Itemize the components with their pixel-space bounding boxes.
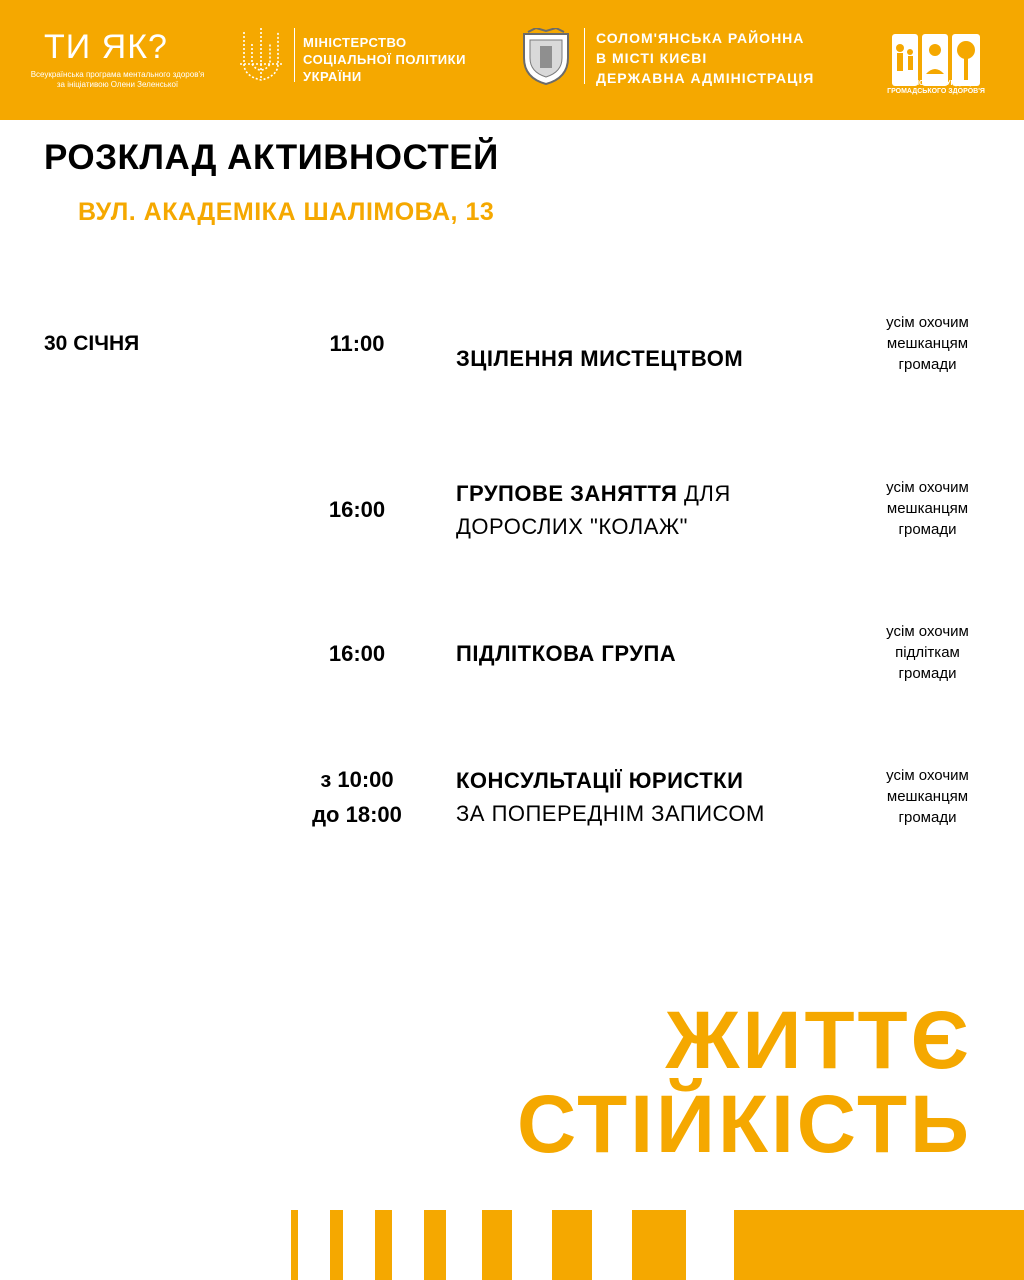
audience-line: мешканцям [886, 335, 969, 352]
activity-time [272, 762, 442, 832]
district-crest-icon [518, 28, 574, 86]
ministry-name [303, 34, 466, 85]
activity-audience [855, 621, 1000, 684]
activity-line2: ДОРОСЛИХ "КОЛАЖ" [456, 514, 688, 539]
time-line: 16:00 [328, 641, 386, 666]
audience-line: усім охочим [886, 767, 969, 784]
decorative-bar [552, 1210, 592, 1280]
foundation-line1: УКРАЇНСЬКА ФУНДАЦІЯ [894, 80, 978, 87]
time-line: до 18:00 [312, 802, 402, 827]
decorative-bar [375, 1210, 392, 1280]
activity-title [456, 342, 846, 375]
district-line1: СОЛОМ'ЯНСЬКА РАЙОННА [596, 30, 805, 46]
audience-line: усім охочим [886, 314, 969, 331]
time-line: з 10:00 [320, 767, 394, 792]
decorative-bar [330, 1210, 343, 1280]
header-banner [0, 0, 1024, 120]
time-line: 16:00 [328, 497, 386, 522]
tiyak-tagline-line2: за ініціативою Олени Зеленської [56, 80, 179, 89]
activity-time [272, 492, 442, 527]
activity-time [272, 636, 442, 671]
activity-audience [855, 477, 1000, 540]
activity-line2: ЗА ПОПЕРЕДНІМ ЗАПИСОМ [456, 801, 765, 826]
slogan-line1: ЖИТТЄ [665, 995, 972, 1086]
decorative-bar [291, 1210, 298, 1280]
tiyak-logo [26, 22, 206, 92]
activity-audience [855, 765, 1000, 828]
activity-bold-text: ЗЦІЛЕННЯ МИСТЕЦТВОМ [456, 346, 744, 371]
audience-line: громади [898, 521, 957, 538]
audience-line: усім охочим [886, 623, 969, 640]
activity-line [456, 764, 846, 797]
trident-icon [236, 24, 286, 86]
activity-line [456, 342, 846, 375]
decorative-bar [424, 1210, 446, 1280]
ministry-line3: УКРАЇНИ [303, 69, 362, 84]
activity-line [456, 637, 846, 670]
ministry-line2: СОЦІАЛЬНОЇ ПОЛІТИКИ [303, 52, 466, 67]
audience-line: мешканцям [886, 500, 969, 517]
activity-bold-text: ПІДЛІТКОВА ГРУПА [456, 641, 677, 666]
venue-address: ВУЛ. АКАДЕМІКА ШАЛІМОВА, 13 [78, 198, 495, 226]
tiyak-logo-title: ТИ ЯК? [44, 28, 168, 66]
activity-time [272, 326, 442, 361]
time-line: 11:00 [329, 331, 385, 356]
audience-line: підліткам [895, 644, 960, 661]
activity-regular-text: ДЛЯ [677, 481, 731, 506]
district-administration-name [596, 28, 814, 88]
decorative-bar [482, 1210, 512, 1280]
activity-title [456, 477, 846, 543]
slogan-line2: СТІЙКІСТЬ [516, 1079, 972, 1170]
activity-bold-text: КОНСУЛЬТАЦІЇ ЮРИСТКИ [456, 768, 744, 793]
tiyak-tagline-line1: Всеукраїнська програма ментального здоров'я [30, 70, 205, 79]
district-line3: ДЕРЖАВНА АДМІНІСТРАЦІЯ [596, 70, 815, 86]
page-title: РОЗКЛАД АКТИВНОСТЕЙ [44, 138, 499, 177]
activity-title [456, 764, 846, 830]
schedule-date: 30 СІЧНЯ [44, 332, 140, 355]
decorative-bar [734, 1210, 1024, 1280]
ministry-divider [294, 28, 295, 82]
district-divider [584, 28, 585, 84]
audience-line: усім охочим [886, 479, 969, 496]
audience-line: громади [898, 356, 957, 373]
foundation-name [886, 80, 986, 96]
audience-line: мешканцям [886, 788, 969, 805]
audience-line: громади [898, 665, 957, 682]
activity-audience [855, 312, 1000, 375]
ministry-line1: МІНІСТЕРСТВО [303, 35, 407, 50]
decorative-bar [632, 1210, 686, 1280]
activity-title [456, 637, 846, 670]
activity-line [456, 477, 846, 510]
foundation-line2: ГРОМАДСЬКОГО ЗДОРОВ'Я [887, 88, 985, 95]
activity-bold-text: ГРУПОВЕ ЗАНЯТТЯ [456, 481, 678, 506]
audience-line: громади [898, 809, 957, 826]
district-line2: В МІСТІ КИЄВІ [596, 50, 708, 66]
tiyak-logo-tagline [30, 70, 205, 90]
